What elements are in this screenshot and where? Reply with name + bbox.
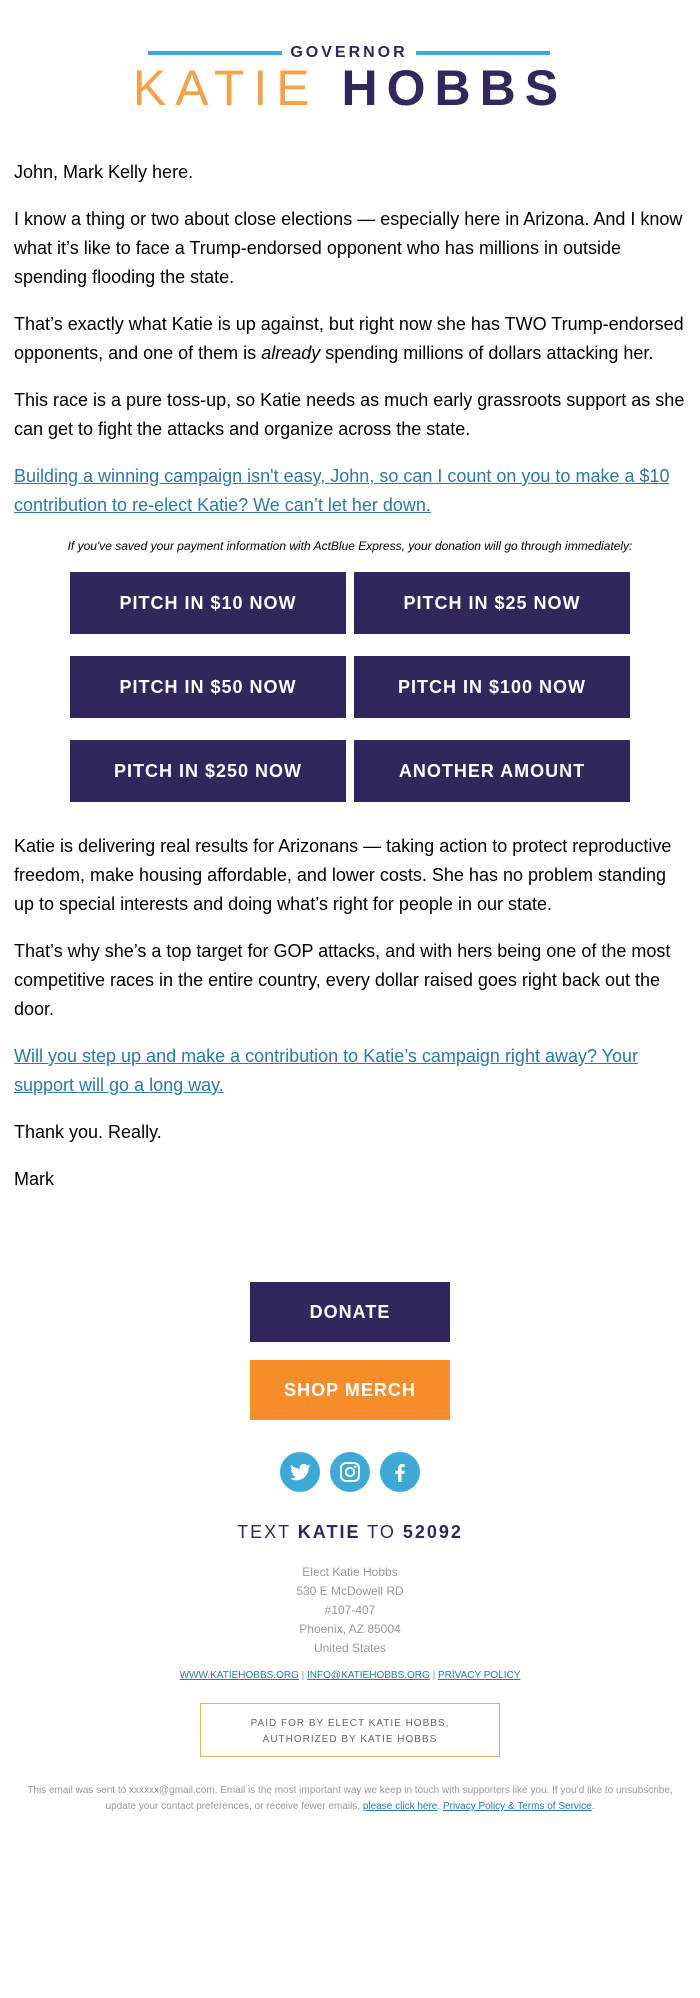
campaign-logo [0, 0, 700, 150]
donate-25-button[interactable]: PITCH IN $25 NOW [354, 572, 630, 634]
contribution-link-paragraph-2 [14, 1042, 686, 1100]
fine-print-end: . [591, 1801, 595, 1812]
contribution-link-paragraph [14, 462, 686, 520]
donate-250-button[interactable]: PITCH IN $250 NOW [70, 740, 346, 802]
unsubscribe-link[interactable]: please click here [362, 1801, 438, 1812]
email-body [0, 150, 700, 520]
website-link[interactable]: WWW.KATIEHOBBS.ORG [179, 1670, 299, 1681]
link-separator: | [301, 1670, 305, 1681]
social-links [0, 1452, 700, 1492]
donation-row [70, 740, 630, 802]
donate-50-button[interactable]: PITCH IN $50 NOW [70, 656, 346, 718]
paid-for-disclaimer [200, 1703, 500, 1757]
email-link[interactable]: INFO@KATIEHOBBS.ORG [307, 1670, 430, 1681]
text-prefix: TEXT [237, 1522, 291, 1542]
actblue-express-note: If you've saved your payment information with ActBlue Express, your donation will go through immediately: [67, 539, 633, 553]
address-line: Phoenix, AZ 85004 [299, 1622, 401, 1636]
paragraph-5: That’s why she’s a top target for GOP attacks, and with hers being one of the most competitive races in the entire country, every dollar raised goes right back out the door. [14, 941, 671, 1019]
greeting: John, Mark Kelly here. [14, 162, 194, 182]
fine-print-separator: . [437, 1801, 443, 1812]
paid-for-line-1: PAID FOR BY ELECT KATIE HOBBS, [250, 1718, 450, 1729]
text-to: TO [367, 1522, 396, 1542]
paragraph-2-emphasis: already [261, 343, 321, 363]
paragraph-2-start: That’s exactly what Katie is up against, but right now she has TWO Trump-endorsed opponents, and one of them is [14, 314, 684, 363]
donate-100-button[interactable]: PITCH IN $100 NOW [354, 656, 630, 718]
unsubscribe-fine-print [24, 1783, 676, 1815]
signoff: Mark [14, 1169, 54, 1189]
link-separator: | [432, 1670, 436, 1681]
mailing-address [0, 1563, 700, 1658]
email-footer [0, 1282, 700, 1815]
donate-10-button[interactable]: PITCH IN $10 NOW [70, 572, 346, 634]
address-line: #107-407 [324, 1603, 376, 1617]
shop-merch-button[interactable]: SHOP MERCH [250, 1360, 450, 1420]
paid-for-line-2: AUTHORIZED BY KATIE HOBBS [262, 1734, 438, 1745]
address-line: United States [313, 1641, 387, 1655]
paragraph-4: Katie is delivering real results for Arizonans — taking action to protect reproductive freedom, make housing affordable, and lower costs. She has no problem standing up to special interests and doing what’s right for people in our state. [14, 836, 672, 914]
logo-rule-left [148, 51, 282, 55]
logo-governor-text: GOVERNOR [290, 44, 408, 61]
address-line: 530 E McDowell RD [296, 1584, 404, 1598]
donation-button-grid [70, 572, 630, 802]
twitter-icon[interactable] [280, 1452, 320, 1492]
logo-first-name: KATIE [132, 60, 319, 116]
donate-other-amount-button[interactable]: ANOTHER AMOUNT [354, 740, 630, 802]
contribution-link-2[interactable]: Will you step up and make a contribution to Katie’s campaign right away? Your support will go a long way. [14, 1046, 639, 1095]
text-number: 52092 [402, 1522, 463, 1542]
paragraph-1: I know a thing or two about close elections — especially here in Arizona. And I know what it’s like to face a Trump-endorsed opponent who has millions in outside spending flooding the state. [14, 209, 683, 287]
address-line: Elect Katie Hobbs [302, 1565, 398, 1579]
facebook-icon[interactable] [380, 1452, 420, 1492]
donation-row [70, 572, 630, 634]
logo-rule-right [416, 51, 550, 55]
privacy-terms-link[interactable]: Privacy Policy & Terms of Service [442, 1801, 592, 1812]
footer-links [0, 1670, 700, 1681]
thanks-line: Thank you. Really. [14, 1122, 162, 1142]
email-body-continued [0, 824, 700, 1194]
contribution-link-1[interactable]: Building a winning campaign isn't easy, John, so can I count on you to make a $10 contribution to re-elect Katie? We can’t let her down. [14, 466, 670, 515]
logo-name [0, 60, 700, 116]
donation-row [70, 656, 630, 718]
paragraph-3: This race is a pure toss-up, so Katie needs as much early grassroots support as she can get to fight the attacks and organize across the state. [14, 390, 685, 439]
privacy-policy-link[interactable]: PRIVACY POLICY [437, 1670, 521, 1681]
paragraph-2-end: spending millions of dollars attacking her. [320, 343, 654, 363]
logo-last-name: HOBBS [341, 60, 568, 116]
paragraph-2 [14, 310, 686, 368]
text-to-join [0, 1522, 700, 1543]
footer-donate-button[interactable]: DONATE [250, 1282, 450, 1342]
text-keyword: KATIE [297, 1522, 361, 1542]
fine-print-text: This email was sent to xxxxxx@gmail.com. Email is the most important way we keep in touch with supporters like you. If you’d like to unsubscribe, update your contact preferences, or receive fewer emails, [27, 1785, 673, 1812]
instagram-icon[interactable] [330, 1452, 370, 1492]
